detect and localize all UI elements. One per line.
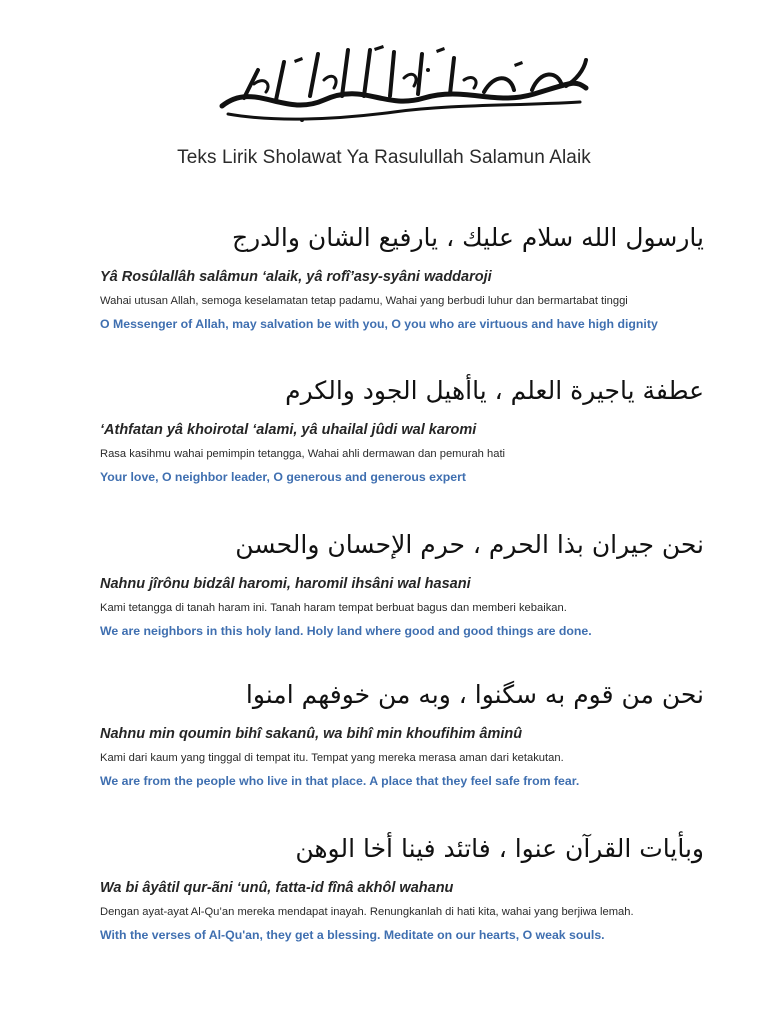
verse-indonesian: Wahai utusan Allah, semoga keselamatan tetap padamu, Wahai yang berbudi luhur dan bermartabat tinggi (100, 295, 628, 307)
bismillah-calligraphy (214, 40, 594, 124)
verse-arabic: وبأيات القرآن عنوا ، فاتئد فينا أخا الوهن (295, 834, 704, 863)
verse-english: O Messenger of Allah, may salvation be with you, O you who are virtuous and have high dignity (100, 317, 658, 331)
verse-transliteration: Yâ Rosûlallâh salâmun ‘alaik, yâ rofî’asy-syâni waddaroji (100, 269, 492, 285)
verse-indonesian: Kami tetangga di tanah haram ini. Tanah haram tempat berbuat bagus dan memberi kebaikan. (100, 602, 567, 614)
verse-english: Your love, O neighbor leader, O generous and generous expert (100, 470, 467, 484)
verse-transliteration: Nahnu jîrônu bidzâl haromi, haromil ihsâni wal hasani (100, 576, 471, 592)
verse-3 (100, 528, 704, 639)
verse-transliteration: ‘Athfatan yâ khoirotal ‘alami, yâ uhailal jûdi wal karomi (100, 422, 477, 438)
verse-english: We are neighbors in this holy land. Holy land where good and good things are done. (100, 624, 592, 638)
verse-english: With the verses of Al-Qu'an, they get a blessing. Meditate on our hearts, O weak souls. (100, 928, 605, 942)
verse-2 (100, 374, 704, 485)
verse-arabic: عطفة ياجيرة العلم ، ياأهيل الجود والكرم (285, 376, 704, 405)
verse-indonesian: Rasa kasihmu wahai pemimpin tetangga, Wahai ahli dermawan dan pemurah hati (100, 448, 506, 460)
verse-4 (100, 678, 704, 789)
verse-transliteration: Wa bi âyâtil qur-ãni ‘unû, fatta-id fînâ akhôl wahanu (100, 880, 454, 896)
verse-indonesian: Kami dari kaum yang tinggal di tempat itu. Tempat yang mereka merasa aman dari ketakutan. (100, 752, 564, 764)
page-title: Teks Lirik Sholawat Ya Rasulullah Salamun Alaik (177, 147, 591, 168)
verse-1 (100, 221, 704, 332)
verse-english: We are from the people who live in that place. A place that they feel safe from fear. (100, 774, 580, 788)
verse-transliteration: Nahnu min qoumin bihî sakanû, wa bihî min khoufihim âminû (100, 726, 523, 742)
verse-indonesian: Dengan ayat-ayat Al-Qu’an mereka mendapat inayah. Renungkanlah di hati kita, wahai yang berjiwa lemah. (100, 906, 634, 918)
verse-arabic: نحن من قوم به سگنوا ، وبه من خوفهم امنوا (245, 680, 704, 709)
verse-arabic: نحن جيران بذا الحرم ، حرم الإحسان والحسن (235, 530, 704, 559)
verse-arabic: يارسول الله سلام عليك ، يارفيع الشان والدرج (231, 223, 704, 252)
verse-5 (100, 832, 704, 943)
